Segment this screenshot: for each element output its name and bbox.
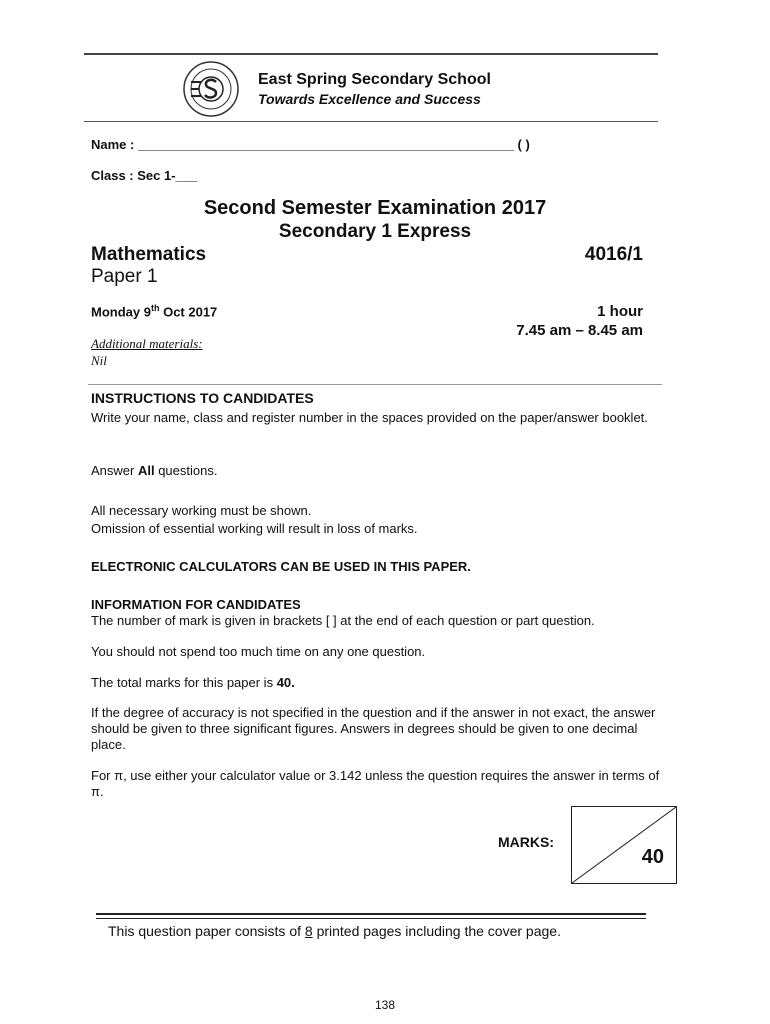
info-accuracy: If the degree of accuracy is not specified in the question and if the answer in not exact, the answer should be given to three significant figures. Answers in degrees should be given to one decimal place. [91,705,656,752]
info-marks-brackets: The number of mark is given in brackets [ ] at the end of each question or part question. [91,613,595,628]
info-total-marks: The total marks for this paper is 40. [91,675,295,690]
footer-rule-bottom [96,918,646,919]
school-name: East Spring Secondary School [258,71,491,88]
school-motto: Towards Excellence and Success [258,91,481,107]
marks-box [571,806,677,884]
instruction-name: Write your name, class and register number in the spaces provided on the paper/answer booklet. [91,410,648,425]
exam-time: 7.45 am – 8.45 am [516,322,643,339]
information-heading: INFORMATION FOR CANDIDATES [91,597,301,612]
exam-level: Secondary 1 Express [278,221,472,242]
name-field-label: Name : ____________________________________________________ ( ) [91,137,530,152]
class-field-label: Class : Sec 1-___ [91,168,198,183]
info-time: You should not spend too much time on any one question. [91,644,426,659]
calculator-notice: ELECTRONIC CALCULATORS CAN BE USED IN THIS PAPER. [91,559,471,574]
materials-label: Additional materials: [91,336,203,351]
exam-date: Monday 9th Oct 2017 [91,303,218,320]
subject-code: 4016/1 [584,244,643,265]
instruction-working: All necessary working must be shown. [91,503,312,518]
paper-number: Paper 1 [91,266,158,287]
header-rule [84,121,658,122]
materials-value: Nil [91,353,107,368]
footer-rule-top [96,913,646,915]
top-rule [84,53,658,55]
instruction-omission: Omission of essential working will result in loss of marks. [91,521,418,536]
marks-total: 40 [641,846,664,868]
exam-duration: 1 hour [597,303,643,320]
instructions-heading: INSTRUCTIONS TO CANDIDATES [91,390,314,406]
subject-name: Mathematics [91,244,207,265]
section-rule [88,384,662,385]
instruction-answer-all: Answer All questions. [91,463,218,478]
info-pi: For π, use either your calculator value or 3.142 unless the question requires the answer in terms of π. [91,768,660,799]
school-logo [182,60,240,118]
page-number: 138 [374,998,396,1012]
page-count-note: This question paper consists of 8 printed pages including the cover page. [108,923,561,939]
exam-title: Second Semester Examination 2017 [203,197,547,219]
marks-label: MARKS: [498,834,554,850]
